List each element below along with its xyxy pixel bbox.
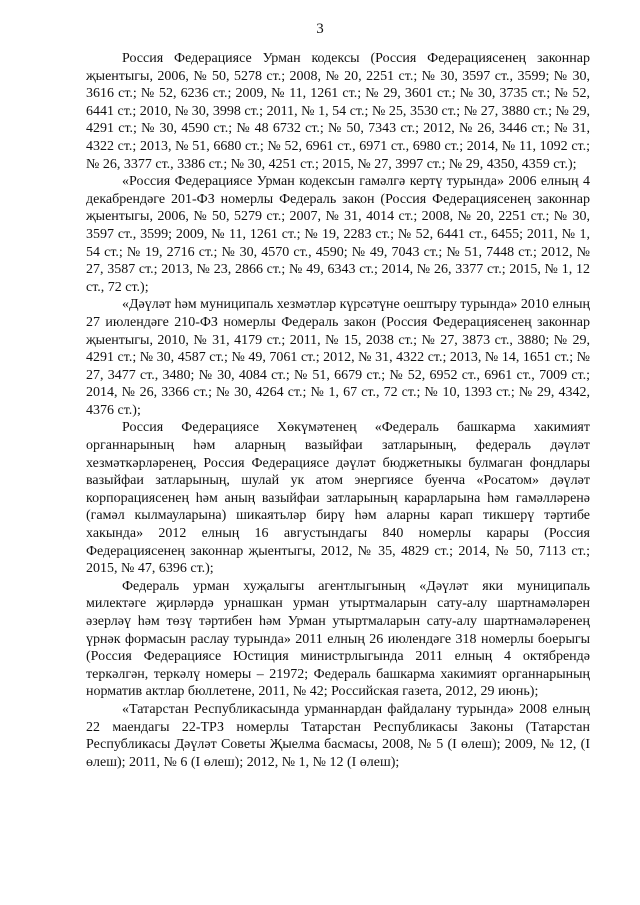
paragraph-forest-code-enactment-law: «Россия Федерациясе Урман кодексын гамәлгә кертү турында» 2006 елның 4 декабрендәге 201-ФЗ номерлы Федераль закон (Россия Федерациясенең законнар җыентыгы, 2006, № 50, 5279 ст.; 2007, № 31, 4014 ст.; 2008, № 20, 2251 ст.; № 30, 3597 ст., 3599; 2009, № 11, 1261 ст.; № 19, 2283 ст.; № 52, 6441 ст., 6455; 2011, № 1, 54 ст.; № 19, 2716 ст.; № 30, 4570 ст., 4590; № 49, 7043 ст.; № 51, 7448 ст.; 2012, № 27, 3587 ст.; 2013, № 23, 2866 ст.; № 49, 6343 ст.; 2014, № 26, 3377 ст.; 2015, № 1, 12 ст., 72 ст.); [86, 174, 590, 295]
paragraph-forest-code: Россия Федерациясе Урман кодексы (Россия Федерациясенең законнар җыентыгы, 2006, № 50, 5278 ст.; 2008, № 20, 2251 ст.; № 30, 3597 ст., 3599; № 30, 3616 ст.; № 52, 6236 ст.; 2009, № 11, 1261 ст.; № 29, 3601 ст.; № 30, 3735 ст.; № 52, 6441 ст.; 2010, № 30, 3998 ст.; 2011, № 1, 54 ст.; № 25, 3530 ст.; № 27, 3880 ст.; № 29, 4291 ст.; № 30, 4590 ст.; № 48 6732 ст.; № 50, 7343 ст.; 2012, № 26, 3446 ст.; № 31, 4322 ст.; 2013, № 51, 6680 ст.; № 52, 6961 ст., 6971 ст., 6980 ст.; 2014, № 11, 1092 ст.; № 26, 3377 ст., 3386 ст.; № 30, 4251 ст.; 2015, № 27, 3997 ст.; № 29, 4350, 4359 ст.); [86, 51, 590, 172]
paragraph-government-resolution: Россия Федерациясе Хөкүмәтенең «Федераль башкарма хакимият органнарының һәм аларның вазыйфаи затларының, федераль дәүләт хезмәткәрләренең, Россия Федерациясе дәүләт бюджетныкы булмаган фондлары вазыйфаи затларының, шулай ук атом энергиясе буенча «Росатом» дәүләт корпорациясенең һәм аның вазыйфаи затларының карарларына һәм гамәлләренә (гамәл кылмауларына) шикаятьләр бирү һәм аларны карап тикшерү тәртибе хакында» 2012 елның 16 августындагы 840 номерлы карары (Россия Федерациясенең законнар җыентыгы, 2012, № 35, 4829 ст.; 2014, № 50, 7113 ст.; 2015, № 47, 6396 ст.); [86, 420, 590, 577]
page-number: 3 [316, 21, 324, 37]
document-body [86, 50, 590, 771]
paragraph-public-services-law: «Дәүләт һәм муниципаль хезмәтләр күрсәтүне оештыру турында» 2010 елның 27 июлендәге 210-ФЗ номерлы Федераль закон (Россия Федерациясенең законнар җыентыгы, 2010, № 31, 4179 ст.; 2011, № 15, 2038 ст.; № 27, 3873 ст., 3880; № 29, 4291 ст.; № 30, 4587 ст.; № 49, 7061 ст.; 2012, № 31, 4322 ст.; 2013, № 14, 1651 ст.; № 27, 3477 ст., 3480; № 30, 4084 ст.; № 51, 6679 ст.; № 52, 6952 ст., 6961 ст., 7009 ст.; 2014, № 26, 3366 ст.; № 30, 4264 ст.; № 1, 67 ст., 72 ст.; № 10, 1393 ст.; № 29, 4342, 4376 ст.); [86, 297, 590, 418]
paragraph-forestry-agency-order: Федераль урман хуҗалыгы агентлыгының «Дәүләт яки муниципаль милектәге җирләрдә урнашкан урман утыртмаларын сату-алу шартнамәләрен әзерләү һәм төзү тәртибен һәм Урман утыртмаларын сату-алу шартнамәләренең үрнәк формасын раслау турында» 2011 елның 26 июлендәге 318 номерлы боерыгы (Россия Федерациясе Юстиция министрлыгында 2011 елның 4 октябрендә теркәлгән, теркәлү номеры – 21972; Федераль башкарма хакимият органнарының норматив актлар бюллетене, 2011, № 42; Российская газета, 2012, 29 июнь); [86, 578, 590, 700]
paragraph-tatarstan-forest-law: «Татарстан Республикасында урманнардан файдалану турында» 2008 елның 22 маендагы 22-ТРЗ номерлы Татарстан Республикасы Законы (Татарстан Республикасы Дәүләт Советы Җыелма басмасы, 2008, № 5 (I өлеш); 2009, № 12, (I өлеш); 2011, № 6 (I өлеш); 2012, № 1, № 12 (I өлеш); [86, 701, 590, 770]
